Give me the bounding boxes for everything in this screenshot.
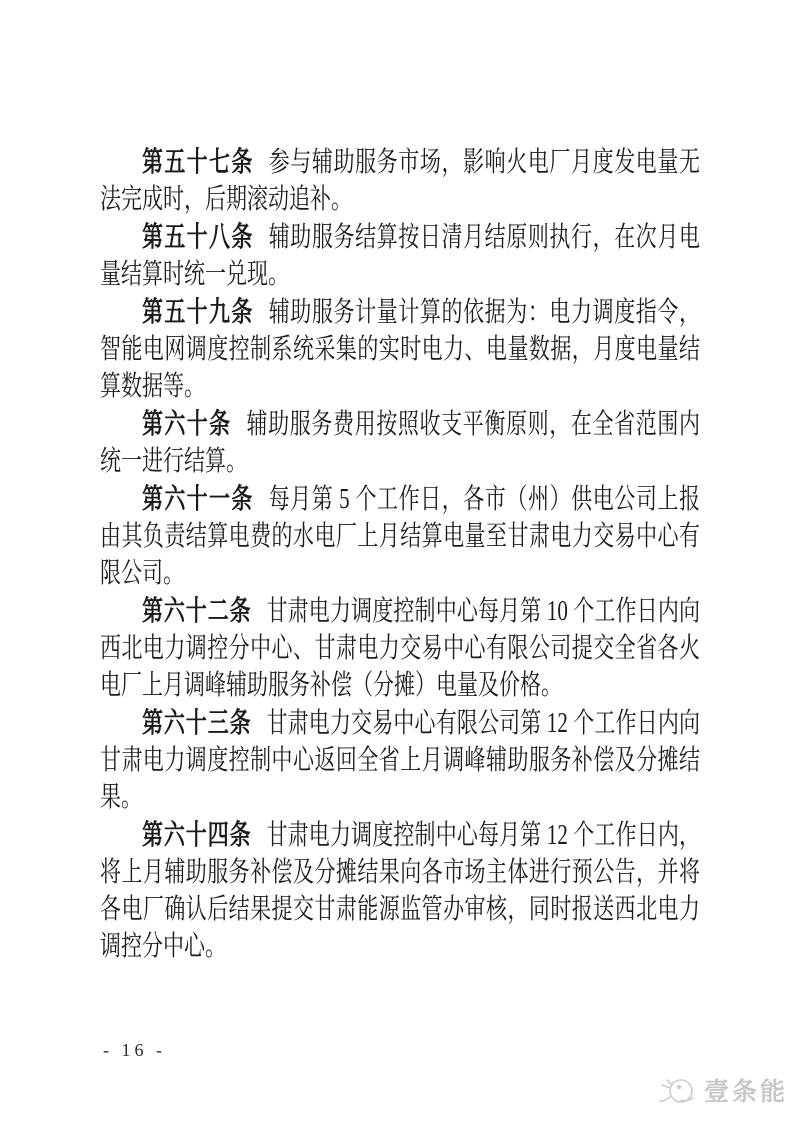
fish-logo-icon <box>657 1072 699 1108</box>
article-paragraph <box>100 816 700 965</box>
watermark-brand-text: 壹条能 <box>703 1078 788 1106</box>
watermark <box>657 1072 788 1108</box>
article-number: 第六十二条 <box>142 595 252 626</box>
article-paragraph <box>100 704 700 816</box>
article-text: 辅助服务计量计算的依据为：电力调度指令，智能电网调度控制系统采集的实时电力、电量数据，月度电量结算数据等。 <box>100 297 700 402</box>
article-text: 参与辅助服务市场，影响火电厂月度发电量无法完成时，后期滚动追补。 <box>100 147 700 215</box>
page-number: - 16 - <box>103 1040 166 1060</box>
article-text: 甘肃电力交易中心有限公司第 12 个工作日内向甘肃电力调度控制中心返回全省上月调峰辅助服务补偿及分摊结果。 <box>100 708 700 813</box>
article-paragraph <box>100 218 700 293</box>
article-text: 甘肃电力调度控制中心每月第 12 个工作日内，将上月辅助服务补偿及分摊结果向各市场主体进行预公告，并将各电厂确认后结果提交甘肃能源监管办审核，同时报送西北电力调控分中心。 <box>100 820 700 962</box>
article-paragraph <box>100 480 700 592</box>
article-paragraph <box>100 592 700 704</box>
article-number: 第六十一条 <box>142 483 254 514</box>
article-text: 辅助服务结算按日清月结原则执行，在次月电量结算时统一兑现。 <box>100 222 700 290</box>
article-number: 第五十九条 <box>142 296 254 327</box>
article-paragraph <box>100 293 700 405</box>
article-number: 第五十七条 <box>142 146 254 177</box>
article-number: 第六十三条 <box>142 707 252 738</box>
document-body <box>100 143 700 965</box>
article-text: 甘肃电力调度控制中心每月第 10 个工作日内向西北电力调控分中心、甘肃电力交易中心有限公司提交全省各火电厂上月调峰辅助服务补偿（分摊）电量及价格。 <box>100 596 700 701</box>
article-number: 第六十四条 <box>142 819 252 850</box>
article-number: 第五十八条 <box>142 221 254 252</box>
article-text: 每月第 5 个工作日，各市（州）供电公司上报由其负责结算电费的水电厂上月结算电量至甘肃电力交易中心有限公司。 <box>100 484 700 589</box>
article-text: 辅助服务费用按照收支平衡原则，在全省范围内统一进行结算。 <box>100 409 700 477</box>
article-number: 第六十条 <box>142 408 232 439</box>
article-paragraph <box>100 143 700 218</box>
article-paragraph <box>100 405 700 480</box>
